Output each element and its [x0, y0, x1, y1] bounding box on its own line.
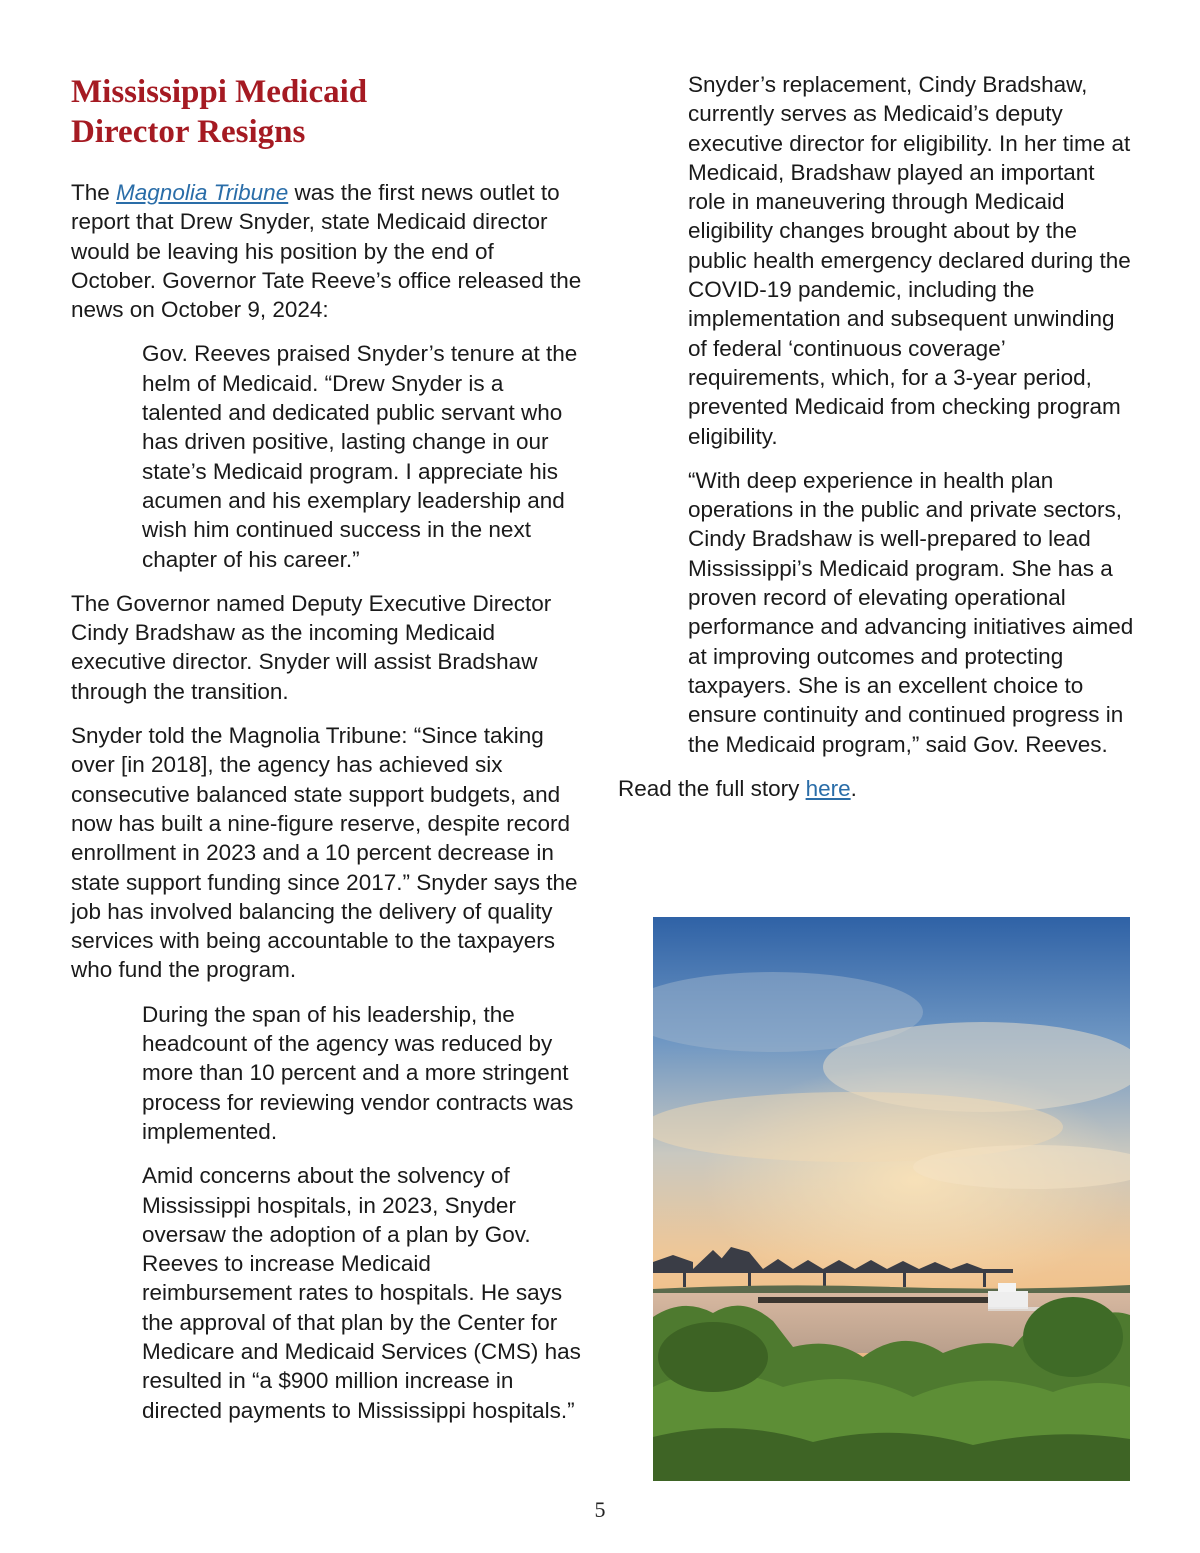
leadership-quote: During the span of his leadership, the headcount of the agency was reduced by more than 10 percent and a more stringent process for reviewing vendor contracts was implemented.: [142, 1001, 574, 1144]
river-sunset-image: [653, 917, 1130, 1481]
read-more-period: .: [850, 775, 857, 801]
snyder-statement-paragraph: Snyder told the Magnolia Tribune: “Since taking over [in 2018], the agency has achieved six consecutive balanced state support budgets, and now has built a nine-figure reserve, despite record enrollment in 2023 and a 10 percent decrease in state support funding since 2017.” Snyder says the job has involved balancing the delivery of quality services with being accountable to the taxpayers who fund the program.: [71, 723, 578, 983]
river-bridge-photo: [653, 917, 1130, 1481]
governor-quote: Gov. Reeves praised Snyder’s tenure at the helm of Medicaid. “Drew Snyder is a talented and dedicated public servant who has driven positive, lasting change in our state’s Medicaid program. I appreciate his acumen and his exemplary leadership and wish him continued success in the next chapter of his career.”: [142, 341, 578, 572]
read-more-paragraph: [618, 774, 1138, 803]
hospitals-quote: Amid concerns about the solvency of Mississippi hospitals, in 2023, Snyder oversaw the adoption of a plan by Gov. Reeves to increase Medicaid reimbursement rates to hospitals. He says the approval of that plan by the Center for Medicare and Medicaid Services (CMS) has resulted in “a $900 million increase in directed payments to Mississippi hospitals.”: [142, 1163, 581, 1423]
page-number: 5: [594, 1497, 606, 1522]
intro-text-before: The: [71, 180, 117, 205]
magnolia-tribune-link[interactable]: Magnolia Tribune: [116, 180, 289, 205]
successor-paragraph: The Governor named Deputy Executive Director Cindy Bradshaw as the incoming Medicaid executive director. Snyder will assist Bradshaw through the transition.: [71, 590, 552, 704]
intro-paragraph: [71, 178, 583, 324]
read-more-text: Read the full story: [618, 775, 806, 801]
article-headline: [71, 72, 583, 152]
read-full-story-link[interactable]: here: [805, 775, 851, 801]
intro-text-after: was the first news outlet to report that Drew Snyder, state Medicaid director would be leaving his position by the end of October. Governor Tate Reeve’s office released the news on October 9, 2024:: [71, 180, 582, 323]
reeves-quote: “With deep experience in health plan operations in the public and private sectors, Cindy Bradshaw is well-prepared to lead Mississippi’s Medicaid program. She has a proven record of elevating operational performance and advancing initiatives aimed at improving outcomes and protecting taxpayers. She is an excellent choice to ensure continuity and continued progress in the Medicaid program,” said Gov. Reeves.: [688, 467, 1134, 757]
headline-line-2: Director Resigns: [71, 114, 306, 150]
right-column: [618, 70, 1138, 818]
headline-line-1: Mississippi Medicaid: [71, 74, 368, 110]
left-column: [71, 72, 583, 1440]
bradshaw-quote: Snyder’s replacement, Cindy Bradshaw, currently serves as Medicaid’s deputy executive director for eligibility. In her time at Medicaid, Bradshaw played an important role in maneuvering through Medicaid eligibility changes brought about by the public health emergency declared during the COVID-19 pandemic, including the implementation and subsequent unwinding of federal ‘continuous coverage’ requirements, which, for a 3-year period, prevented Medicaid from checking program eligibility.: [688, 72, 1131, 449]
